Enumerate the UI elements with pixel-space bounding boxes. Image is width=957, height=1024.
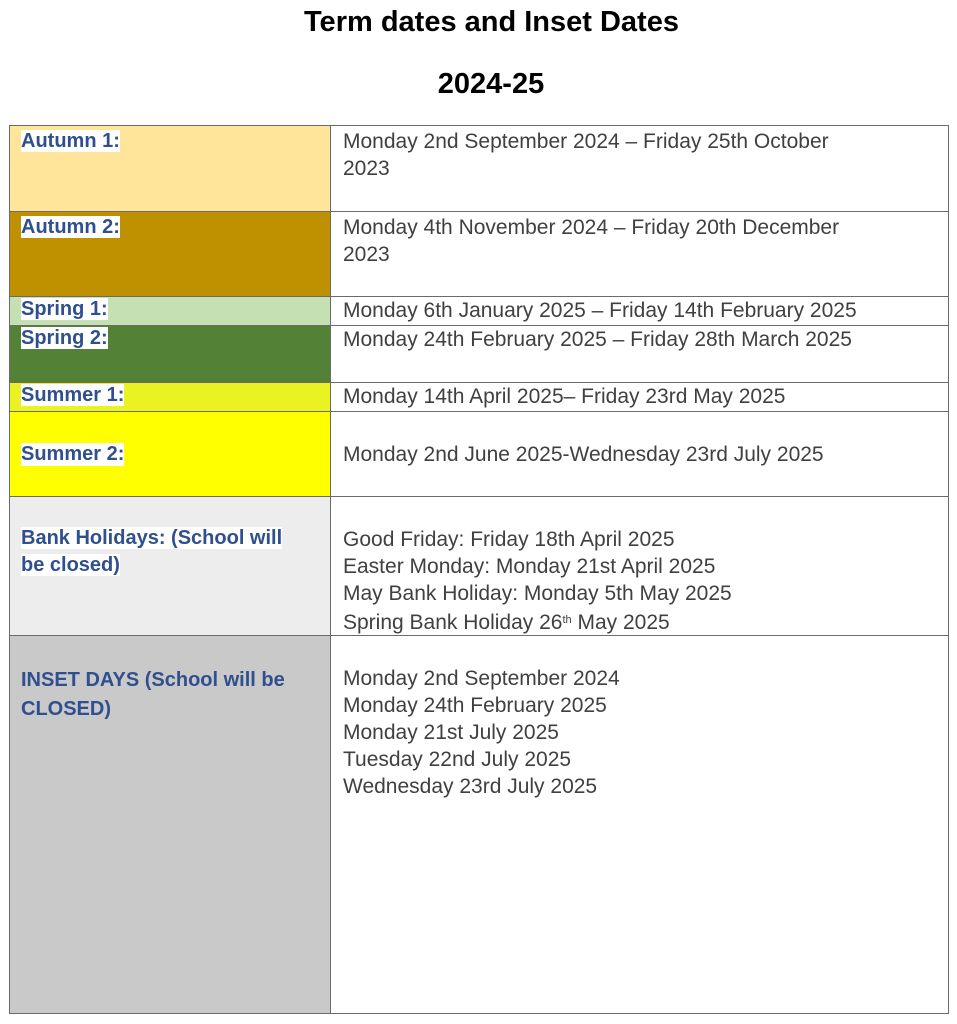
term-dates-cell [331,383,948,411]
spring-bank-prefix: Spring Bank Holiday 26 [343,611,563,634]
label-line: INSET DAYS (School will be [21,669,285,691]
term-dates-line: Monday 2nd June 2025-Wednesday 23rd July 2025 [343,442,824,466]
bank-holidays-label [21,525,318,579]
list-item: Tuesday 22nd July 2025 [343,748,572,771]
term-label: Summer 2: [21,442,125,465]
inset-days-label [21,666,318,724]
list-item [343,607,936,636]
ordinal-suffix: th [562,614,572,626]
page-subtitle-year: 2024-25 [437,68,545,100]
inset-days-label-cell [10,636,331,1013]
term-dates-line: Monday 4th November 2024 – Friday 20th December [343,216,840,239]
list-item: Good Friday: Friday 18th April 2025 [343,528,675,551]
list-item: May Bank Holiday: Monday 5th May 2025 [343,582,732,605]
table-row-autumn-1 [10,126,948,211]
term-dates-line: Monday 24th February 2025 – Friday 28th March 2025 [343,328,852,351]
term-label-cell [10,212,331,296]
list-item: Wednesday 23rd July 2025 [343,775,598,798]
term-dates-cell [331,326,948,382]
page-title: Term dates and Inset Dates [304,6,679,38]
term-label-cell [10,383,331,411]
label-line: be closed) [21,554,120,576]
term-dates-line: 2023 [343,243,390,266]
term-label: Autumn 1: [21,130,120,152]
term-label-cell [10,297,331,325]
spring-bank-suffix: May 2025 [571,611,670,634]
term-label-cell [10,326,331,382]
list-item: Monday 24th February 2025 [343,694,607,717]
bank-holidays-label-cell [10,497,331,635]
table-row-spring-2 [10,325,948,382]
term-dates-line: Monday 6th January 2025 – Friday 14th February 2025 [343,299,857,322]
term-dates-cell [331,126,948,211]
label-line: CLOSED) [21,698,111,720]
term-label: Spring 1: [21,298,108,320]
term-label: Autumn 2: [21,216,120,238]
table-row-summer-1 [10,382,948,411]
term-dates-table [9,125,949,1014]
list-item: Easter Monday: Monday 21st April 2025 [343,555,716,578]
term-dates-line: Monday 2nd September 2024 – Friday 25th October [343,130,829,153]
table-row-inset-days [10,635,948,1013]
table-row-bank-holidays [10,496,948,635]
table-row-spring-1 [10,296,948,325]
list-item: Monday 21st July 2025 [343,721,559,744]
term-dates-cell [331,212,948,296]
term-dates-cell [331,412,948,496]
term-label-cell [10,126,331,211]
term-label: Summer 1: [21,384,125,406]
bank-holidays-list [331,497,948,635]
term-dates-line: Monday 14th April 2025– Friday 23rd May 2025 [343,385,786,408]
table-row-summer-2 [10,411,948,496]
term-label-cell [10,412,331,496]
list-item: Monday 2nd September 2024 [343,667,620,690]
term-dates-line: 2023 [343,157,390,180]
inset-days-list [331,636,948,1013]
term-dates-cell [331,297,948,325]
table-row-autumn-2 [10,211,948,296]
term-label: Spring 2: [21,327,108,349]
label-line: Bank Holidays: (School will [21,527,283,549]
